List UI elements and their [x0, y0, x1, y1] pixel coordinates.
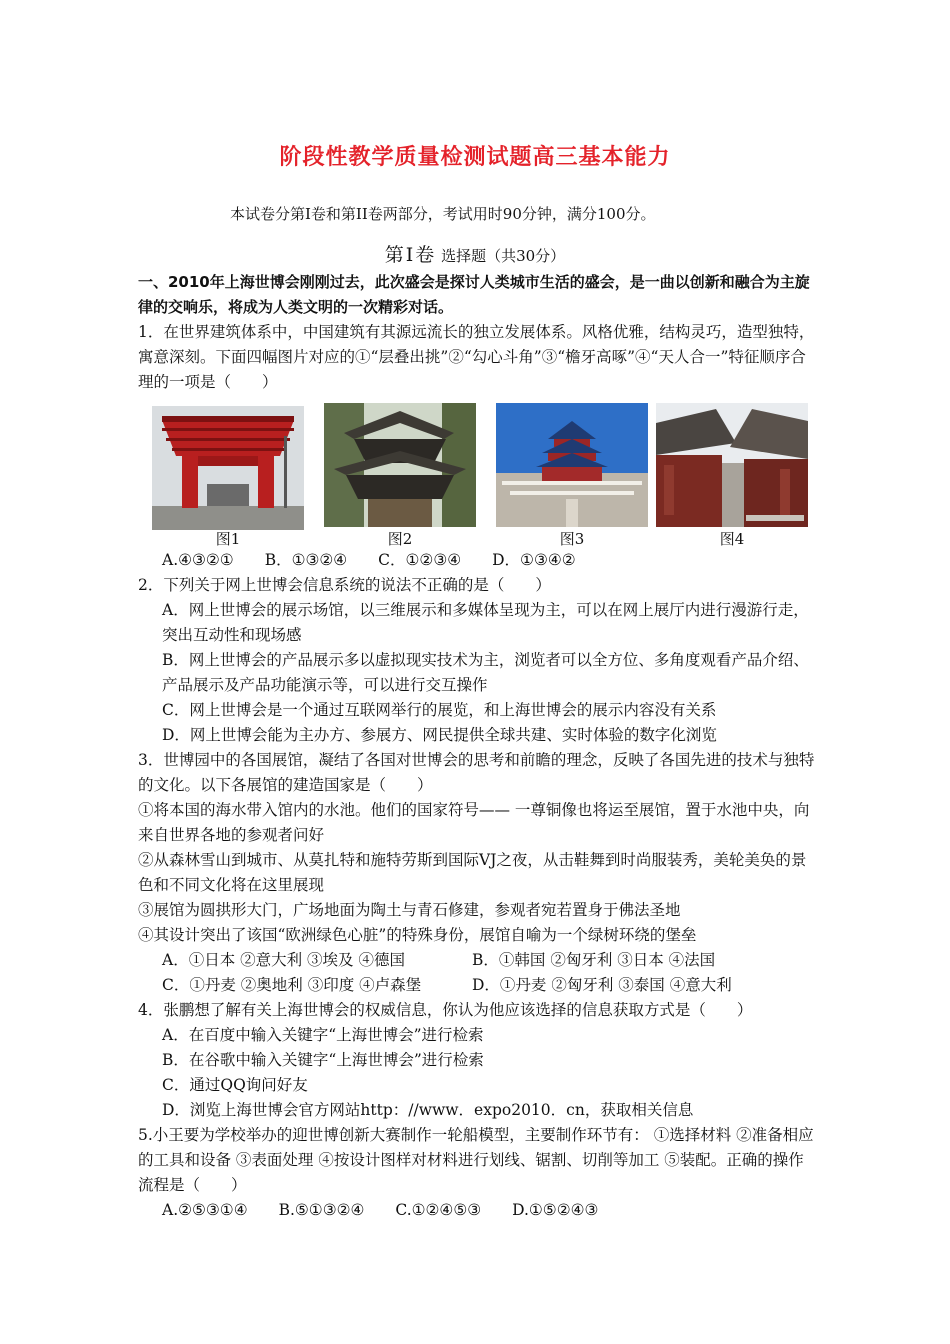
- q3-statement-1: ①将本国的海水带入馆内的水池。他们的国家符号—— 一尊铜像也将运至展馆，置于水池中央，向来自世界各地的参观者问好: [138, 801, 810, 844]
- figure-1-caption: 图1: [215, 530, 241, 548]
- q5-options: A.②⑤③①④ B.⑤①③②④ C.①②④⑤③ D.①⑤②④③: [162, 1201, 599, 1219]
- intro-paragraph: 一、2010年上海世博会刚刚过去，此次盛会是探讨人类城市生活的盛会，是一曲以创新和融合为主旋律的交响乐，将成为人类文明的一次精彩对话。: [138, 273, 810, 316]
- q3-stem: 3．世博园中的各国展馆，凝结了各国对世博会的思考和前瞻的理念，反映了各国先进的技术与独特的文化。以下各展馆的建造国家是（ ）: [138, 751, 815, 794]
- q4-option-a: A．在百度中输入关键字“上海世博会”进行检索: [162, 1026, 484, 1044]
- q3-option-c: C．①丹麦 ②奥地利 ③印度 ④卢森堡: [162, 976, 422, 994]
- q2-option-c: C．网上世博会是一个通过互联网举行的展览，和上海世博会的展示内容没有关系: [162, 701, 717, 719]
- q4-option-c: C．通过QQ询问好友: [162, 1076, 308, 1094]
- figure-1-china-pavilion-image: [152, 406, 304, 530]
- q3-statement-3: ③展馆为圆拱形大门，广场地面为陶土与青石修建，参观者宛若置身于佛法圣地: [138, 901, 681, 919]
- figure-3-caption: 图3: [559, 530, 585, 548]
- q2-option-b: B．网上世博会的产品展示多以虚拟现实技术为主，浏览者可以全方位、多角度观看产品介绍、产品展示及产品功能演示等，可以进行交互操作: [162, 651, 809, 694]
- q2-option-a: A．网上世博会的展示场馆，以三维展示和多媒体呈现为主，可以在网上展厅内进行漫游行走，突出互动性和现场感: [162, 601, 809, 644]
- figure-2-caption: 图2: [387, 530, 413, 548]
- question-body: [138, 270, 818, 1223]
- q3-options-row-2: [138, 973, 818, 998]
- exam-instructions: 本试卷分第I卷和第II卷两部分，考试用时90分钟，满分100分。: [230, 205, 656, 223]
- page-title: 阶段性教学质量检测试题高三基本能力: [279, 145, 671, 170]
- q3-statement-2: ②从森林雪山到城市、从莫扎特和施特劳斯到国际VJ之夜，从击鞋舞到时尚服装秀，美轮美奂的景色和不同文化将在这里展现: [138, 851, 807, 894]
- q4-option-d: D．浏览上海世博会官方网站http：//www．expo2010．cn，获取相关信息: [162, 1101, 694, 1119]
- section-heading: [0, 240, 950, 267]
- q3-option-b: B．①韩国 ②匈牙利 ③日本 ④法国: [472, 951, 716, 969]
- q1-figures: [138, 400, 818, 550]
- q3-statement-4: ④其设计突出了该国“欧洲绿色心脏”的特殊身份，展馆自喻为一个绿树环绕的堡垒: [138, 926, 697, 944]
- q1-stem: 1．在世界建筑体系中，中国建筑有其源远流长的独立发展体系。风格优雅，结构灵巧，造型独特，寓意深刻。下面四幅图片对应的①“层叠出挑”②“勾心斗角”③“檐牙高啄”④“天人合一”特征顺序合理的一项是（ ）: [138, 323, 815, 391]
- q5-stem: 5.小王要为学校举办的迎世博创新大赛制作一轮船模型，主要制作环节有： ①选择材料 ②准备相应的工具和设备 ③表面处理 ④按设计图样对材料进行划线、锯割、切削等加工 ⑤装配。正确的操作流程是（ ）: [138, 1126, 814, 1194]
- q4-option-b: B．在谷歌中输入关键字“上海世博会”进行检索: [162, 1051, 484, 1069]
- q3-option-a: A．①日本 ②意大利 ③埃及 ④德国: [162, 951, 405, 969]
- q2-stem: 2．下列关于网上世博会信息系统的说法不正确的是（ ）: [138, 576, 551, 594]
- figure-4-caption: 图4: [719, 530, 745, 548]
- figure-3-temple-image: [496, 403, 648, 527]
- q1-options: A.④③②① B．①③②④ C．①②③④ D．①③④②: [162, 551, 576, 569]
- q3-option-d: D．①丹麦 ②匈牙利 ③泰国 ④意大利: [472, 976, 732, 994]
- q3-options-row-1: [138, 948, 818, 973]
- q4-stem: 4．张鹏想了解有关上海世博会的权威信息，你认为他应该选择的信息获取方式是（ ）: [138, 1001, 753, 1019]
- section-label: 第Ⅰ卷: [384, 244, 437, 266]
- q2-option-d: D．网上世博会能为主办方、参展方、网民提供全球共建、实时体验的数字化浏览: [162, 726, 717, 744]
- figure-4-courtyard-image: [656, 403, 808, 527]
- figure-2-eaves-image: [324, 403, 476, 527]
- section-subtitle: 选择题（共30分）: [441, 247, 566, 265]
